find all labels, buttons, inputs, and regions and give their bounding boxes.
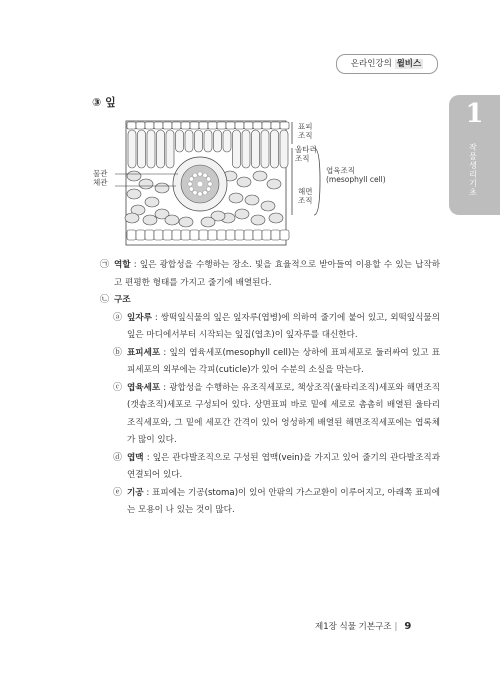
palisade-cell: [223, 130, 231, 152]
epidermis-cell: [154, 230, 163, 240]
epidermis-cell: [154, 122, 163, 129]
spongy-cell: [145, 197, 159, 207]
footer-title: 식물 기본구조: [339, 622, 392, 632]
epidermis-cell: [253, 122, 262, 129]
structure-item-stoma: [100, 485, 440, 520]
item-text: : 잎의 엽육세포(mesophyll cell)는 상하에 표피세포로 둘러싸여 있고 표피세포의 외부에는 각피(cuticle)가 있어 수분의 소실을 막는다.: [127, 347, 440, 375]
page-number: 9: [404, 621, 412, 632]
epidermis-cell: [181, 122, 190, 129]
spongy-cell: [179, 217, 193, 227]
epidermis-cell: [172, 230, 181, 240]
item-term: 엽육세포: [127, 382, 161, 393]
epidermis-cell: [127, 122, 136, 129]
epidermis-cell: [235, 230, 244, 240]
epidermis-cell: [271, 230, 280, 240]
epidermis-cell: [280, 122, 289, 129]
vessel-cell: [189, 187, 193, 191]
vessel-cell: [193, 173, 197, 177]
epidermis-cell: [235, 122, 244, 129]
item-term: 엽맥: [127, 452, 144, 463]
section-heading: [92, 94, 116, 110]
palisade-cell: [204, 130, 212, 152]
role-text: : 잎은 광합성을 수행하는 장소. 빛을 효율적으로 받아들여 이용할 수 있는 납작하고 편평한 형태를 가지고 줄기에 배열된다.: [114, 260, 440, 288]
structure-item-mesophyll: [100, 380, 440, 450]
epidermis-cell: [217, 230, 226, 240]
structure-marker: ㉡: [100, 295, 110, 305]
epidermis-cell: [226, 230, 235, 240]
epidermis-cell: [271, 122, 280, 129]
epidermis-cell: [244, 122, 253, 129]
vessel-cell: [206, 177, 210, 181]
spongy-cell: [165, 215, 179, 225]
spongy-cell: [125, 213, 139, 223]
spongy-cell: [237, 177, 251, 187]
vessel-cell: [197, 181, 203, 187]
vessel-cell: [188, 182, 192, 186]
spongy-cell: [139, 179, 153, 189]
item-term: 기공: [127, 487, 144, 498]
leaf-role: [100, 257, 440, 292]
chapter-side-tab: [449, 95, 500, 215]
label-spongy: 해면 조직: [298, 187, 313, 205]
epidermis-cell: [208, 230, 217, 240]
palisade-cell: [214, 130, 222, 152]
epidermis-cell: [253, 230, 262, 240]
leaf-cross-section-diagram: [110, 118, 290, 248]
structure-item-vein: [100, 450, 440, 485]
footer-chapter: 제1장: [315, 622, 337, 632]
epidermis-cell: [244, 230, 253, 240]
page-footer: [315, 620, 411, 632]
label-mesophyll: 엽육조직 (mesophyll cell): [326, 166, 386, 184]
epidermis-cell: [136, 122, 145, 129]
epidermis-cell: [208, 122, 217, 129]
vessel-cell: [203, 190, 207, 194]
epidermis-cell: [262, 122, 271, 129]
online-lecture-tag: [336, 54, 438, 74]
vessel-cell: [208, 182, 212, 186]
item-marker: ⓒ: [113, 382, 123, 393]
item-marker: ⓐ: [113, 312, 123, 323]
spongy-cell: [235, 209, 249, 219]
upper-epidermis-cells: [127, 122, 289, 129]
spongy-cell: [245, 195, 259, 205]
palisade-cell: [147, 130, 155, 168]
structure-term: 구조: [114, 295, 131, 305]
spongy-cell: [261, 201, 275, 211]
spongy-cell: [269, 213, 283, 223]
vessel-cell: [198, 172, 202, 176]
epidermis-cell: [172, 122, 181, 129]
epidermis-cell: [181, 230, 190, 240]
leaf-structure-heading: [100, 292, 440, 310]
palisade-cell: [166, 130, 174, 168]
spongy-cell: [229, 193, 243, 203]
vessel-cell: [206, 187, 210, 191]
palisade-cell: [138, 130, 146, 168]
epidermis-cell: [190, 122, 199, 129]
palisade-cell: [176, 130, 184, 152]
label-epidermis: 표피 조직: [298, 122, 313, 140]
spongy-cell: [155, 183, 169, 193]
spongy-cell: [267, 179, 281, 189]
item-text: : 쌍떡잎식물의 잎은 잎자루(엽병)에 의하여 줄기에 붙어 있고, 외떡잎식물의 잎은 마디에서부터 시작되는 잎집(엽초)이 잎자루를 대신한다.: [127, 312, 440, 340]
item-text: : 잎은 관다발조직으로 구성된 엽맥(vein)을 가지고 있어 줄기의 관다발조직과 연결되어 있다.: [127, 452, 440, 480]
footer-separator: |: [394, 622, 398, 632]
item-term: 잎자루: [127, 312, 152, 323]
epidermis-cell: [199, 122, 208, 129]
epidermis-cell: [280, 230, 289, 240]
item-marker: ⓑ: [113, 347, 123, 358]
vessel-cell: [203, 173, 207, 177]
palisade-cell: [261, 130, 269, 168]
vascular-bundle: [173, 157, 227, 211]
label-palisade: 울타리 조직: [295, 145, 317, 163]
epidermis-cell: [199, 230, 208, 240]
item-marker: ⓓ: [113, 452, 123, 463]
section-title: 잎: [105, 96, 116, 109]
item-marker: ⓔ: [113, 487, 123, 498]
structure-item-epidermis: [100, 345, 440, 380]
palisade-cell: [195, 130, 203, 152]
palisade-cell: [185, 130, 193, 152]
leaf-description: [100, 257, 440, 520]
section-number: ③: [92, 96, 102, 109]
spongy-cell: [201, 217, 215, 227]
role-term: 역할: [114, 260, 131, 270]
header-prefix: 온라인강의: [350, 59, 395, 69]
structure-item-petiole: [100, 310, 440, 345]
epidermis-cell: [163, 122, 172, 129]
palisade-cell: [252, 130, 260, 168]
item-text: : 표피에는 기공(stoma)이 있어 안팎의 가스교환이 이루어지고, 아래쪽 표피에는 모용이 나 있는 것이 많다.: [127, 487, 440, 515]
palisade-cell: [271, 130, 279, 168]
palisade-cell: [157, 130, 165, 168]
lower-epidermis-cells: [127, 230, 289, 240]
spongy-cell: [251, 215, 265, 225]
epidermis-cell: [127, 230, 136, 240]
spongy-cell: [253, 171, 267, 181]
spongy-cell: [143, 215, 157, 225]
spongy-cell: [127, 171, 141, 181]
epidermis-cell: [145, 230, 154, 240]
epidermis-cell: [145, 122, 154, 129]
palisade-cell: [233, 130, 241, 168]
epidermis-cell: [226, 122, 235, 129]
label-brackets: [290, 120, 330, 220]
chapter-number: 1: [465, 99, 484, 129]
role-marker: ㉠: [100, 260, 110, 270]
item-term: 표피세포: [127, 347, 161, 358]
item-text: : 광합성을 수행하는 유조직세포로, 책상조직(울타리조직)세포와 해면조직(갯솜조직)세포로 구성되어 있다. 상면표피 바로 밑에 세로로 촘촘히 배열된 울타리조직세포와, 그 밑에 세포간 간격이 있어 엉성하게 배열된 해면조직세포에는 엽록체가 많이 있다.: [127, 382, 440, 445]
chapter-tab-label: 작물 생리 기초: [469, 143, 477, 197]
epidermis-cell: [190, 230, 199, 240]
label-vascular: 물관 체관: [93, 169, 108, 187]
header-brand: 윌비스: [396, 59, 422, 69]
epidermis-cell: [217, 122, 226, 129]
vessel-cell: [193, 190, 197, 194]
epidermis-cell: [136, 230, 145, 240]
spongy-cell: [127, 189, 141, 199]
vessel-cell: [189, 177, 193, 181]
epidermis-cell: [163, 230, 172, 240]
palisade-cell: [128, 130, 136, 168]
vessel-cell: [198, 192, 202, 196]
palisade-cell: [242, 130, 250, 168]
epidermis-cell: [262, 230, 271, 240]
palisade-cell: [280, 130, 288, 168]
